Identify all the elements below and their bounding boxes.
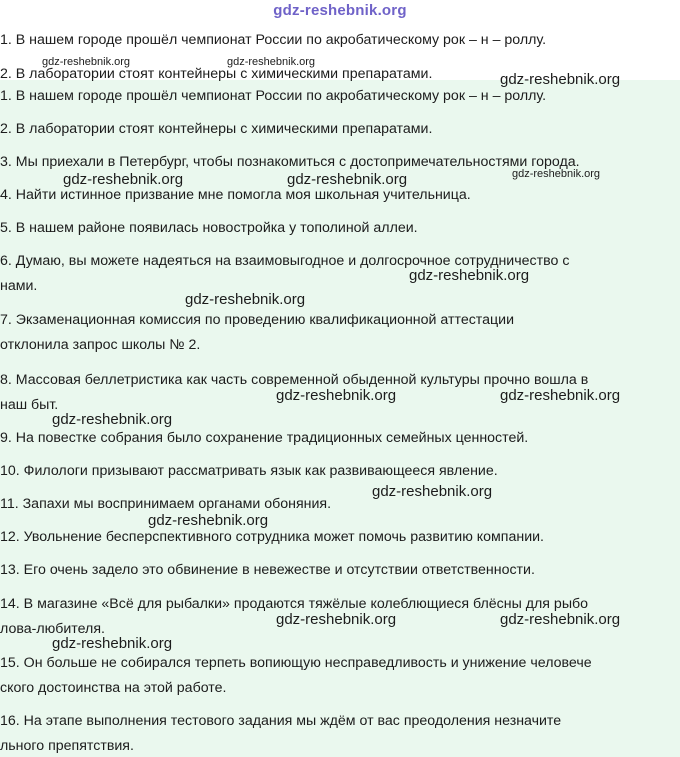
sentence-line: 10. Филологи призывают рассматривать язык как развивающееся явление. (0, 463, 498, 479)
sentence-line: 12. Увольнение бесперспективного сотрудника может помочь развитию компании. (0, 529, 544, 545)
sentence-line: 6. Думаю, вы можете надеяться на взаимовыгодное и долгосрочное сотрудничество с (0, 253, 570, 269)
sentence-line: наш быт. (0, 397, 59, 413)
sentence-line: 13. Его очень задело это обвинение в невежестве и отсутствии ответственности. (0, 562, 535, 578)
sentence-line: отклонила запрос школы № 2. (0, 337, 201, 353)
sentence-line: 2. В лаборатории стоят контейнеры с химическими препаратами. (0, 121, 433, 137)
sentence-line: 14. В магазине «Всё для рыбалки» продаются тяжёлые колеблющиеся блёсны для рыбо (0, 596, 589, 612)
watermark: gdz-reshebnik.org (287, 171, 408, 188)
watermark: gdz-reshebnik.org (276, 611, 397, 628)
site-header[interactable]: gdz-reshebnik.org (273, 2, 407, 19)
watermark: gdz-reshebnik.org (227, 56, 316, 68)
sentence-line: 11. Запахи мы воспринимаем органами обоняния. (0, 496, 332, 512)
sentence-line: льного препятствия. (0, 738, 134, 754)
watermark: gdz-reshebnik.org (512, 168, 601, 180)
sentence-line: ского достоинства на этой работе. (0, 680, 227, 696)
sentence-line: 1. В нашем городе прошёл чемпионат России по акробатическому рок – н – роллу. (0, 32, 547, 48)
watermark: gdz-reshebnik.org (185, 291, 306, 308)
watermark: gdz-reshebnik.org (52, 411, 173, 428)
watermark: gdz-reshebnik.org (276, 387, 397, 404)
watermark: gdz-reshebnik.org (372, 483, 493, 500)
sentence-line: 1. В нашем городе прошёл чемпионат России по акробатическому рок – н – роллу. (0, 88, 547, 104)
watermark: gdz-reshebnik.org (52, 635, 173, 652)
sentence-line: 2. В лаборатории стоят контейнеры с химическими препаратами. (0, 66, 433, 82)
sentence-line: 9. На повестке собрания было сохранение традиционных семейных ценностей. (0, 430, 529, 446)
watermark: gdz-reshebnik.org (42, 56, 131, 68)
sentence-line: 16. На этапе выполнения тестового задания мы ждём от вас преодоления незначите (0, 713, 562, 729)
watermark: gdz-reshebnik.org (500, 71, 621, 88)
watermark: gdz-reshebnik.org (500, 611, 621, 628)
watermark: gdz-reshebnik.org (500, 387, 621, 404)
watermark: gdz-reshebnik.org (63, 171, 184, 188)
watermark: gdz-reshebnik.org (409, 267, 530, 284)
sentence-line: 15. Он больше не собирался терпеть вопиющую несправедливость и унижение человече (0, 655, 592, 671)
watermark: gdz-reshebnik.org (148, 512, 269, 529)
sentence-line: 4. Найти истинное призвание мне помогла моя школьная учительница. (0, 187, 471, 203)
sentence-line: 5. В нашем районе появилась новостройка у тополиной аллеи. (0, 220, 418, 236)
sentence-line: нами. (0, 278, 38, 294)
sentence-line: 3. Мы приехали в Петербург, чтобы познакомиться с достопримечательностями города. (0, 154, 580, 170)
sentence-line: лова-любителя. (0, 621, 105, 637)
sentence-line: 8. Массовая беллетристика как часть современной обыденной культуры прочно вошла в (0, 372, 589, 388)
sentence-line: 7. Экзаменационная комиссия по проведению квалификационной аттестации (0, 312, 515, 328)
